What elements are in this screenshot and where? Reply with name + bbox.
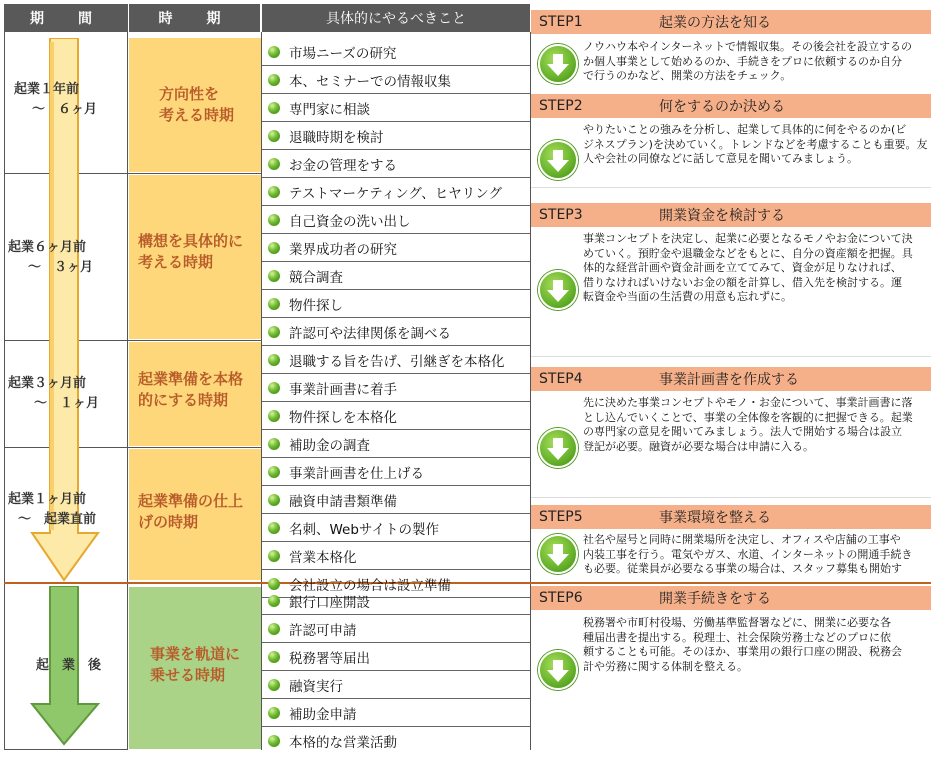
step5-header: STEP5 事業環境を整える — [531, 505, 931, 529]
list-item: 事業計画書を仕上げる — [262, 458, 530, 486]
list-item: 退職時期を検討 — [262, 122, 530, 150]
task-list — [262, 38, 530, 598]
step1-header: STEP1 起業の方法を知る — [531, 10, 931, 34]
down-arrow-icon — [538, 650, 578, 690]
step2-desc: やりたいことの強みを分析し、起業して具体的に何をやるのか(ビ ジネスプラン)を決めていく。トレンドなどを考慮することも重要。友 人や会社の同僚などに話して意見を聞いてみましょう。 — [583, 123, 928, 165]
bullet-icon — [268, 186, 280, 198]
bullet-icon — [268, 438, 280, 450]
period-label-1: 起業１年前 ～ ６ヶ月 — [14, 82, 98, 117]
bullet-icon — [268, 46, 280, 58]
list-item: 融資実行 — [262, 671, 530, 699]
list-item: テストマーケティング、ヒヤリング — [262, 178, 530, 206]
step4-header: STEP4 事業計画書を作成する — [531, 367, 931, 391]
bullet-icon — [268, 466, 280, 478]
bullet-icon — [268, 410, 280, 422]
step1-desc: ノウハウ本やインターネットで情報収集。その後会社を設立するの か個人事業として始めるのか、手続きをプロに依頼するのか自分 で行うのかなど、開業の方法をチェック。 — [583, 40, 913, 82]
bullet-icon — [268, 651, 280, 663]
period-label-3: 起業３ヶ月前 ～ １ヶ月 — [8, 376, 100, 411]
down-arrow-icon — [538, 140, 578, 180]
period-label-2: 起業６ヶ月前 ～ ３ヶ月 — [8, 240, 94, 275]
list-item: 名刺、Webサイトの製作 — [262, 514, 530, 542]
bullet-icon — [268, 158, 280, 170]
bullet-icon — [268, 494, 280, 506]
list-item: 本、セミナーでの情報収集 — [262, 66, 530, 94]
phase-label-5: 事業を軌道に 乗せる時期 — [150, 645, 241, 684]
bullet-icon — [268, 298, 280, 310]
phase-label-1: 方向性を 考える時期 — [159, 85, 235, 124]
header-period: 期 間 — [4, 4, 128, 32]
list-item: 退職する旨を告げ、引継ぎを本格化 — [262, 346, 530, 374]
period-label-4: 起業１ヶ月前 ～ 起業直前 — [8, 492, 97, 527]
step-divider — [531, 187, 931, 188]
bullet-icon — [268, 707, 280, 719]
bullet-icon — [268, 595, 280, 607]
header-phase: 時 期 — [129, 4, 260, 32]
step-divider — [531, 497, 931, 498]
down-arrow-icon — [538, 428, 578, 468]
step3-header: STEP3 開業資金を検討する — [531, 203, 931, 227]
down-arrow-icon — [538, 270, 578, 310]
step4-desc: 先に決めた事業コンセプトやモノ・お金について、事業計画書に落 とし込んでいくことで、事業の全体像を客観的に把握できる。起業 の専門家の意見を聞いてみましょう。法人で開始する場合は設立 登記が必要。融資が必要な場合は申請に入る。 — [583, 396, 913, 453]
bullet-icon — [268, 623, 280, 635]
bullet-icon — [268, 382, 280, 394]
down-arrow-icon — [538, 534, 578, 574]
list-item: 自己資金の洗い出し — [262, 206, 530, 234]
list-item: 銀行口座開設 — [262, 587, 530, 615]
task-list-post — [262, 587, 530, 754]
bullet-icon — [268, 679, 280, 691]
step5-desc: 社名や屋号と同時に開業場所を決定し、オフィスや店舗の工事や 内装工事を行う。電気やガス、水道、インターネットの開通手続き も必要。従業員が必要なる事業の場合は、スタッフ募集も開始す — [583, 533, 913, 575]
step6-header: STEP6 開業手続きをする — [531, 586, 931, 610]
list-item: 競合調査 — [262, 262, 530, 290]
bullet-icon — [268, 735, 280, 747]
list-item: 営業本格化 — [262, 542, 530, 570]
list-item: 専門家に相談 — [262, 94, 530, 122]
list-item: 補助金申請 — [262, 699, 530, 727]
bullet-icon — [268, 270, 280, 282]
step6-desc: 税務署や市町村役場、労働基準監督署などに、開業に必要な各 種届出書を提出する。税理士、社会保険労務士などのプロに依 頼することも可能。そのほか、事業用の銀行口座の開設、税務会 計や労務に関する体制を整える。 — [583, 616, 902, 673]
phase-label-4: 起業準備の仕上 げの時期 — [138, 492, 244, 531]
list-item: 本格的な営業活動 — [262, 727, 530, 754]
down-arrow-icon — [538, 44, 578, 84]
step3-desc: 事業コンセプトを決定し、起業に必要となるモノやお金について決 めていく。預貯金や退職金などをもとに、自分の資産額を把握。具 体的な経営計画や資金計画を立ててみて、資金が足りなければ、 借りなければいけないお金の額を計算し、借入先を検討する。運 転資金や当面の生活費の用意も忘れずに。 — [583, 232, 913, 303]
list-item: 融資申請書類準備 — [262, 486, 530, 514]
list-item: 補助金の調査 — [262, 430, 530, 458]
list-item: お金の管理をする — [262, 150, 530, 178]
header-tasks: 具体的にやるべきこと — [262, 4, 530, 32]
bullet-icon — [268, 242, 280, 254]
period-label-5: 起 業 後 — [36, 658, 102, 673]
step2-header: STEP2 何をするのか決める — [531, 94, 931, 118]
list-item: 会社設立の場合は設立準備 — [262, 570, 530, 598]
bullet-icon — [268, 326, 280, 338]
step-divider — [531, 356, 931, 357]
list-item: 税務署等届出 — [262, 643, 530, 671]
list-item: 物件探し — [262, 290, 530, 318]
bullet-icon — [268, 102, 280, 114]
bullet-icon — [268, 354, 280, 366]
list-item: 物件探しを本格化 — [262, 402, 530, 430]
bullet-icon — [268, 522, 280, 534]
list-item: 事業計画書に着手 — [262, 374, 530, 402]
list-item: 業界成功者の研究 — [262, 234, 530, 262]
bullet-icon — [268, 550, 280, 562]
phase-label-3: 起業準備を本格 的にする時期 — [138, 370, 244, 409]
bullet-icon — [268, 74, 280, 86]
list-item: 許認可申請 — [262, 615, 530, 643]
bullet-icon — [268, 214, 280, 226]
list-item: 許認可や法律関係を調べる — [262, 318, 530, 346]
list-item: 市場ニーズの研究 — [262, 38, 530, 66]
phase-label-2: 構想を具体的に 考える時期 — [138, 232, 244, 271]
bullet-icon — [268, 130, 280, 142]
